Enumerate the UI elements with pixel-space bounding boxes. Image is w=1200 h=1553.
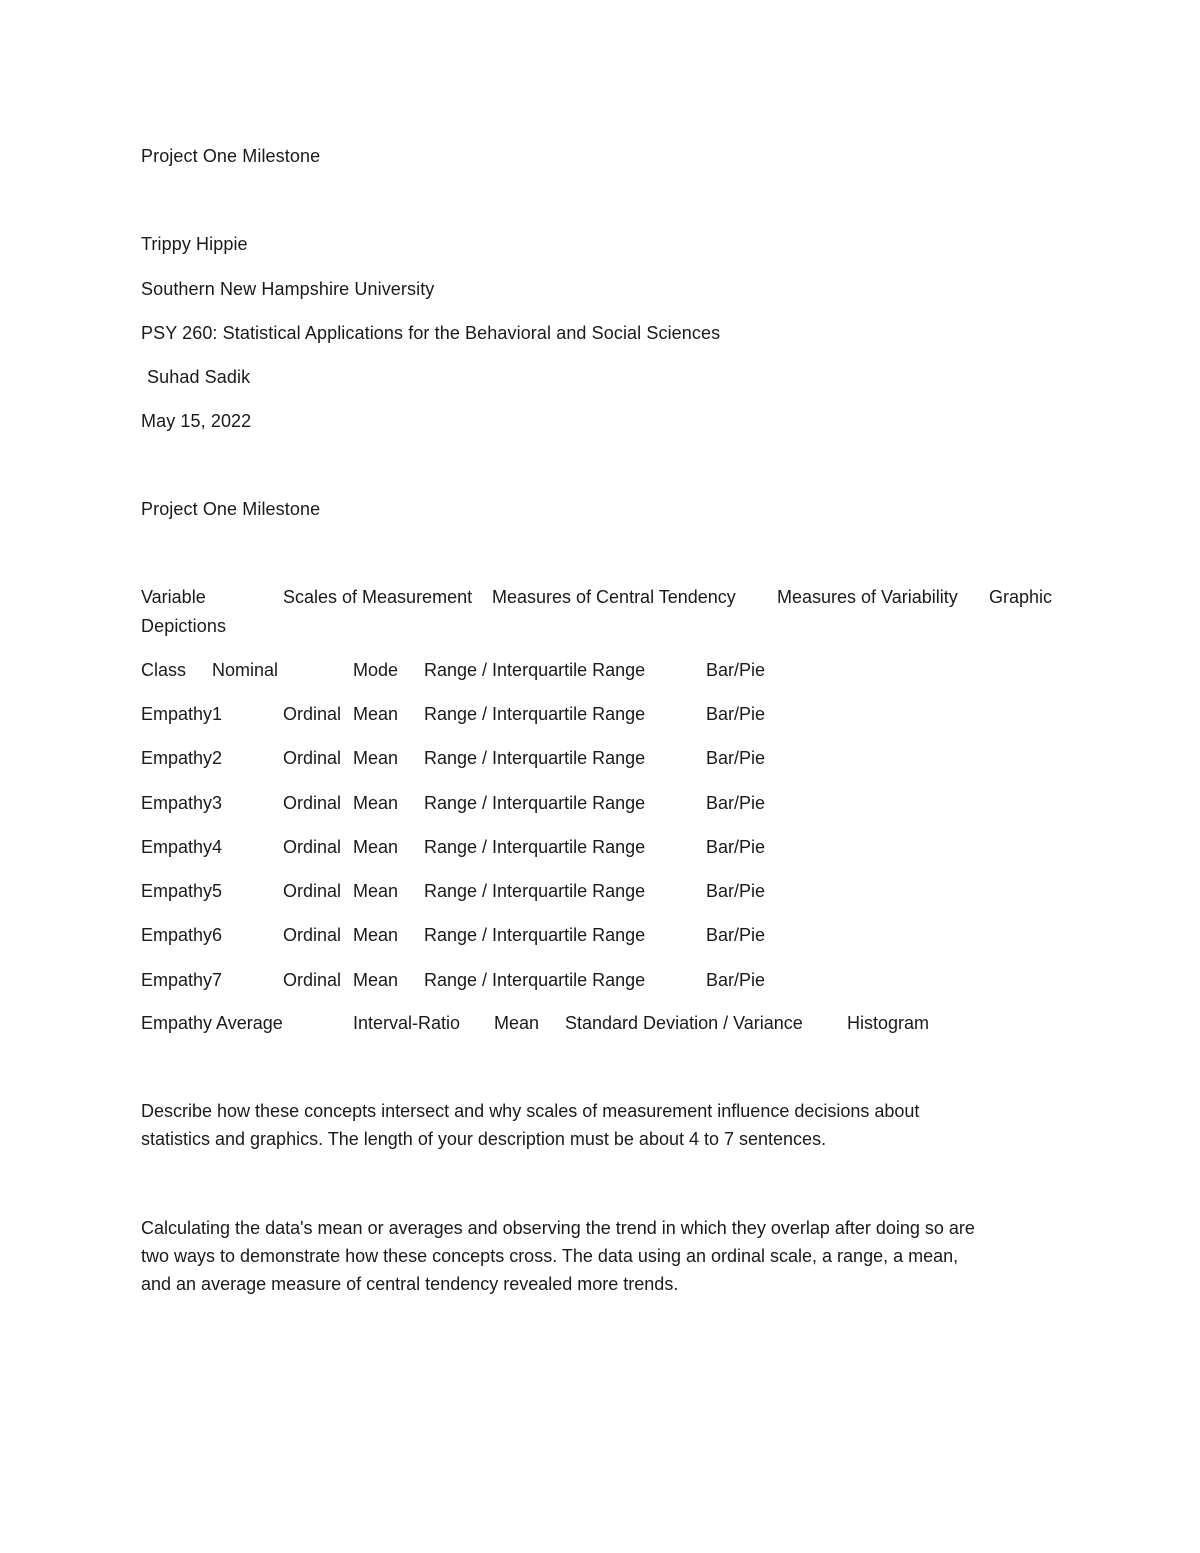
cover-instructor: Suhad Sadik: [147, 367, 251, 387]
header-graphic: Graphic: [989, 587, 1053, 607]
row-variability: Range / Interquartile Range: [424, 837, 646, 857]
row-variable: Empathy Average: [141, 1013, 283, 1033]
table-row: [0, 1012, 1200, 1036]
row-graphic: Bar/Pie: [706, 837, 766, 857]
prompt-paragraph: [141, 1097, 1071, 1153]
row-central: Mode: [353, 660, 399, 680]
header-variable: Variable: [141, 587, 206, 607]
table-header: [0, 586, 1200, 610]
answer-line: Calculating the data's mean or averages and observing the trend in which they overlap after doing so are: [141, 1218, 975, 1238]
header-scales: Scales of Measurement: [283, 587, 473, 607]
row-central: Mean: [353, 704, 399, 724]
row-variability: Range / Interquartile Range: [424, 970, 646, 990]
row-scale: Ordinal: [283, 748, 342, 768]
table-row: [0, 703, 1200, 727]
header-depictions: Depictions: [141, 616, 227, 636]
row-scale: Ordinal: [283, 970, 342, 990]
row-central: Mean: [353, 881, 399, 901]
row-scale: Interval-Ratio: [353, 1013, 461, 1033]
row-central: Mean: [353, 748, 399, 768]
row-variable: Empathy2: [141, 748, 223, 768]
row-scale: Ordinal: [283, 704, 342, 724]
row-variable: Empathy3: [141, 793, 223, 813]
table-row: [0, 969, 1200, 993]
answer-line: and an average measure of central tendency revealed more trends.: [141, 1274, 679, 1294]
table-row: [0, 792, 1200, 816]
row-variable: Empathy4: [141, 837, 223, 857]
cover-title: Project One Milestone: [141, 146, 321, 166]
row-variable: Class: [141, 660, 187, 680]
header-variability: Measures of Variability: [777, 587, 958, 607]
row-variability: Range / Interquartile Range: [424, 704, 646, 724]
row-graphic: Bar/Pie: [706, 793, 766, 813]
row-scale: Ordinal: [283, 881, 342, 901]
prompt-line: Describe how these concepts intersect and why scales of measurement influence decisions about: [141, 1101, 920, 1121]
row-variability: Range / Interquartile Range: [424, 660, 646, 680]
cover-institution: Southern New Hampshire University: [141, 279, 435, 299]
table-row: [0, 836, 1200, 860]
row-variability: Range / Interquartile Range: [424, 748, 646, 768]
row-graphic: Histogram: [847, 1013, 930, 1033]
table-row: [0, 747, 1200, 771]
answer-paragraph: [141, 1214, 1071, 1298]
section-title: Project One Milestone: [141, 499, 321, 519]
header-central-tendency: Measures of Central Tendency: [492, 587, 736, 607]
row-variability: Range / Interquartile Range: [424, 881, 646, 901]
row-scale: Ordinal: [283, 793, 342, 813]
row-graphic: Bar/Pie: [706, 748, 766, 768]
row-variable: Empathy5: [141, 881, 223, 901]
row-central: Mean: [494, 1013, 540, 1033]
cover-date: May 15, 2022: [141, 411, 252, 431]
row-scale: Ordinal: [283, 837, 342, 857]
row-variable: Empathy1: [141, 704, 223, 724]
row-central: Mean: [353, 970, 399, 990]
row-central: Mean: [353, 837, 399, 857]
row-variability: Standard Deviation / Variance: [565, 1013, 803, 1033]
row-central: Mean: [353, 925, 399, 945]
table-row: [0, 880, 1200, 904]
row-graphic: Bar/Pie: [706, 881, 766, 901]
cover-author: Trippy Hippie: [141, 234, 248, 254]
row-central: Mean: [353, 793, 399, 813]
row-variable: Empathy7: [141, 970, 223, 990]
row-scale: Nominal: [212, 660, 279, 680]
prompt-line: statistics and graphics. The length of your description must be about 4 to 7 sentences.: [141, 1129, 827, 1149]
answer-line: two ways to demonstrate how these concepts cross. The data using an ordinal scale, a range, a mean,: [141, 1246, 959, 1266]
row-variability: Range / Interquartile Range: [424, 925, 646, 945]
row-graphic: Bar/Pie: [706, 660, 766, 680]
row-graphic: Bar/Pie: [706, 925, 766, 945]
table-row: [0, 924, 1200, 948]
row-variable: Empathy6: [141, 925, 223, 945]
table-row: [0, 659, 1200, 683]
row-graphic: Bar/Pie: [706, 704, 766, 724]
row-scale: Ordinal: [283, 925, 342, 945]
row-graphic: Bar/Pie: [706, 970, 766, 990]
cover-course: PSY 260: Statistical Applications for the Behavioral and Social Sciences: [141, 323, 721, 343]
row-variability: Range / Interquartile Range: [424, 793, 646, 813]
